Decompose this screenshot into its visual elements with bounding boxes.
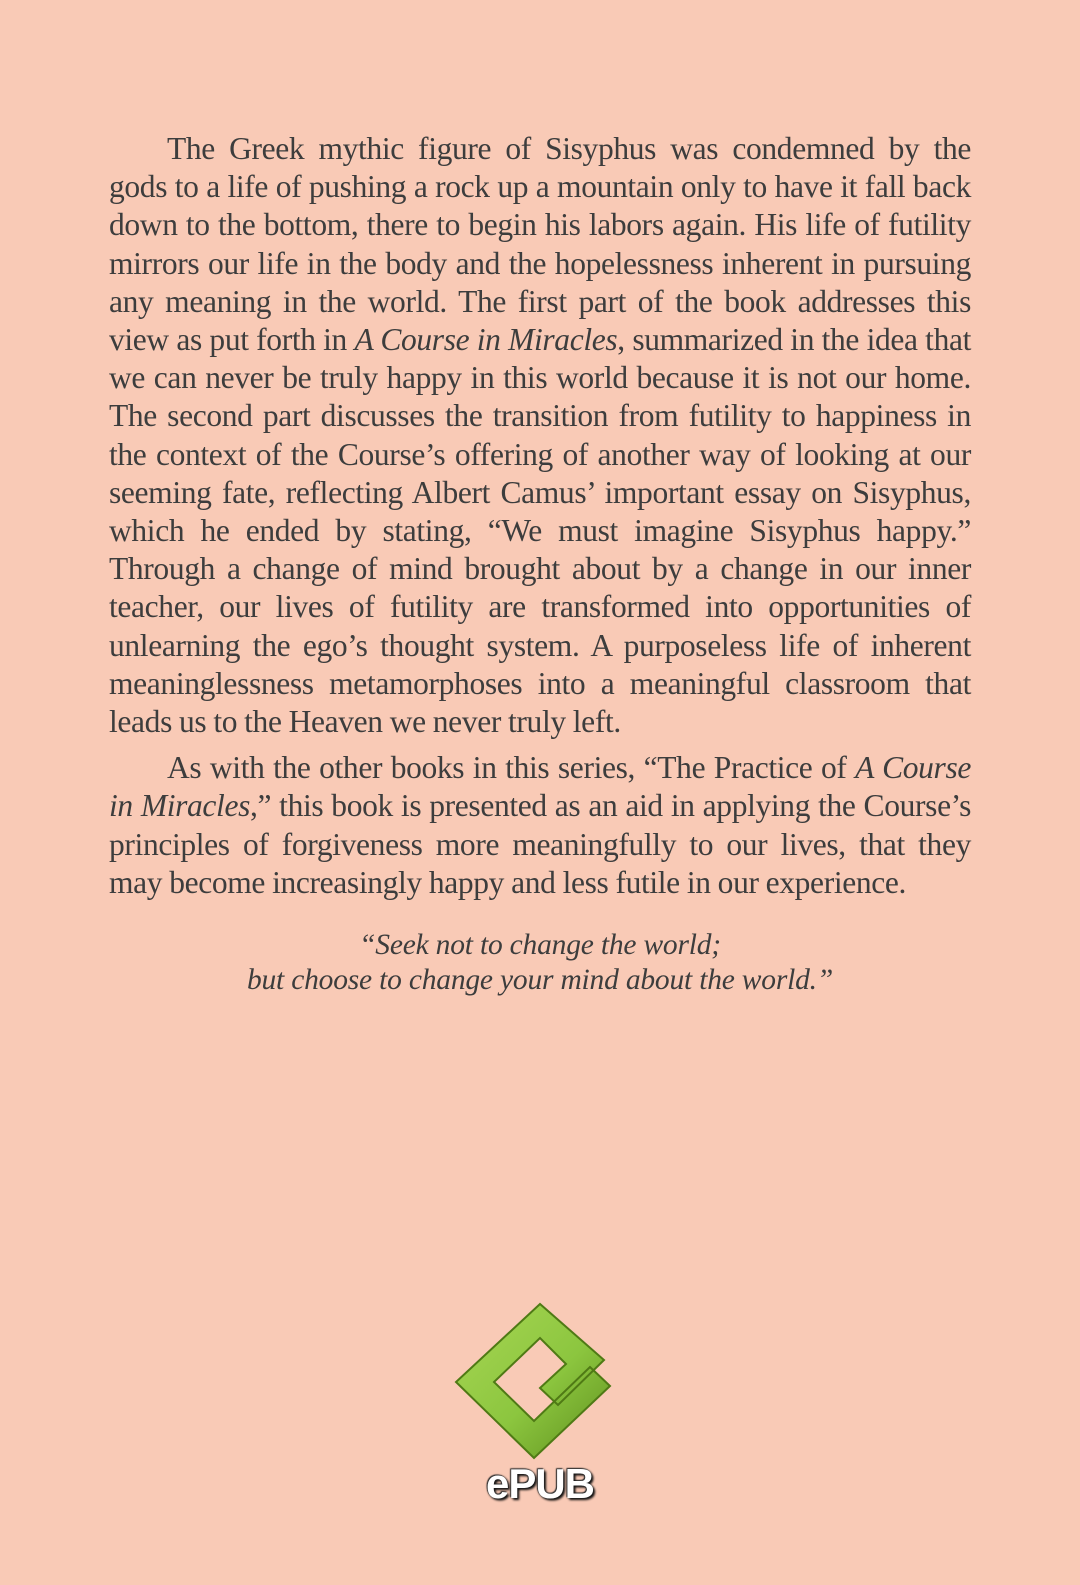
description-paragraph-2-text-a: As with the other books in this series, “The Practice of	[167, 750, 856, 786]
description-paragraph-1-text-b: , summarized in the idea that we can never be truly happy in this world because it is not our home. The second part discusses the transition from futility to happiness in the context of the Course’s offering of another way of looking at our seeming fate, reflecting Albert Camus’ important essay on Sisyphus, which he ended by stating, “We must imagine Sisyphus happy.” Through a change of mind brought about by a change in our inner teacher, our lives of futility are transformed into opportunities of unlearning the ego’s thought system. A purposeless life of inherent meaninglessness metamorphoses into a meaningful classroom that leads us to the Heaven we never truly left.	[109, 322, 971, 740]
epigraph-quote	[109, 928, 971, 998]
description-paragraph-1	[109, 130, 971, 741]
series-title-course-in-miracles: A Course in Miracles	[109, 750, 971, 824]
quote-line-1: “Seek not to change the world;	[359, 929, 721, 961]
book-title-course-in-miracles: A Course in Miracles	[354, 322, 618, 358]
description-paragraph-2-text-b: ,” this book is presented as an aid in applying the Course’s principles of forgiveness more meaningfully to our lives, that they may become increasingly happy and less futile in our experience.	[109, 788, 972, 900]
description-paragraph-1-text-a: The Greek mythic figure of Sisyphus was condemned by the gods to a life of pushing a rock up a mountain only to have it fall back down to the bottom, there to begin his labors again. His life of futility mirrors our life in the body and the hopelessness inherent in pursuing any meaning in the world. The first part of the book addresses this view as put forth in	[109, 131, 971, 358]
book-description	[109, 130, 971, 902]
epub-logo	[454, 1300, 626, 1540]
epub-logo-label: ePUB	[485, 1460, 595, 1507]
description-paragraph-2	[109, 749, 971, 902]
epub-logo-icon	[454, 1300, 626, 1470]
quote-line-2: but choose to change your mind about the world.”	[246, 964, 834, 996]
